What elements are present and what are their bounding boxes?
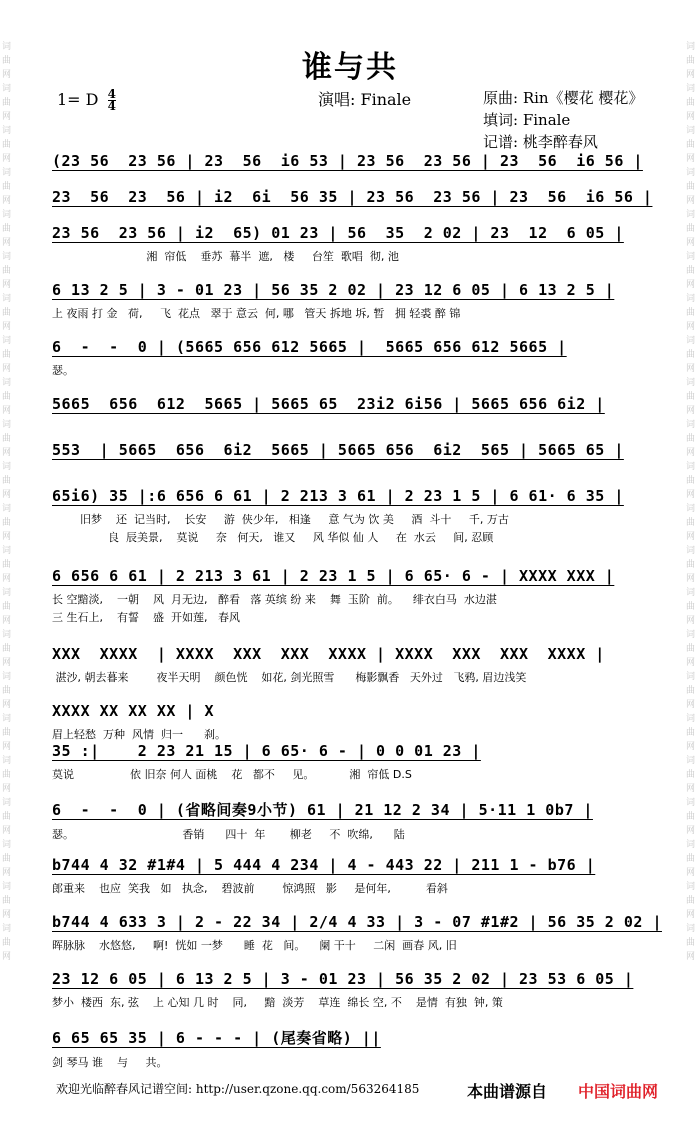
notation: 65i6) 35 |:6 656 6 61 | 2 213 3 61 | 2 23 1 5 | 6 61· 6 35 |: [52, 487, 624, 505]
score-row: [52, 224, 648, 281]
notation: b744 4 633 3 | 2 - 22 34 | 2/4 4 33 | 3 - 07 #1#2 | 56 35 2 02 |: [52, 913, 662, 931]
notation: b744 4 32 #1#4 | 5 444 4 234 | 4 - 443 22 | 211 1 - b76 |: [52, 856, 596, 874]
key-label: 1= D: [57, 90, 99, 109]
score-row: [52, 487, 648, 567]
watermark-right: 词曲网词曲网词曲网词曲网词曲网词曲网词曲网词曲网词曲网词曲网词曲网词曲网词曲网词曲网词曲网词曲网词曲网词曲网词曲网词曲网词曲网词曲网: [686, 42, 696, 962]
notation: 35 :| 2 23 21 15 | 6 65· 6 - | 0 0 01 23 |: [52, 742, 481, 760]
notation: 23 12 6 05 | 6 13 2 5 | 3 - 01 23 | 56 35 2 02 | 23 53 6 05 |: [52, 970, 634, 988]
notation: 23 56 23 56 | i2 65) 01 23 | 56 35 2 02 | 23 12 6 05 |: [52, 224, 624, 242]
score-row: [52, 742, 648, 799]
lyric: 瑟。: [52, 364, 74, 377]
score-row: [52, 395, 648, 441]
lyric: 瑟。 香销 四十 年 柳老 不 吹绵, 陆: [52, 828, 405, 841]
lyricist: 填词: Finale: [483, 111, 571, 129]
meter-top: 4: [107, 87, 116, 101]
lyric: 郎重来 也应 笑我 如 执念, 碧波前 惊鸿照 影 是何年, 看斜: [52, 882, 448, 895]
notation: 6 13 2 5 | 3 - 01 23 | 56 35 2 02 | 23 12 6 05 | 6 13 2 5 |: [52, 281, 615, 299]
score-row: [52, 645, 648, 702]
score-row: [52, 152, 648, 188]
notation: (23 56 23 56 | 23 56 i6 53 | 23 56 23 56 | 23 56 i6 56 |: [52, 152, 643, 170]
score: [52, 152, 662, 1084]
notation: 6 - - 0 | (省略间奏9小节) 61 | 21 12 2 34 | 5·11 1 0b7 |: [52, 801, 593, 819]
notation: 553 | 5665 656 6i2 5665 | 5665 656 6i2 565 | 5665 65 |: [52, 441, 624, 459]
source-label: 本曲谱源自: [467, 1082, 548, 1101]
score-row: [52, 1027, 648, 1084]
meter-bottom: 4: [107, 99, 116, 113]
credits: [483, 87, 643, 153]
notation: 6 656 6 61 | 2 213 3 61 | 2 23 1 5 | 6 65· 6 - | XXXX XXX |: [52, 567, 615, 585]
footer-link-text: 欢迎光临醉春风记谱空间: http://user.qzone.qq.com/563264185: [56, 1082, 420, 1096]
key-signature: [57, 89, 116, 112]
score-row: [52, 188, 653, 224]
song-title: 谁与共: [302, 50, 398, 85]
lyric: 晖脉脉 水悠悠, 啊! 恍如 一梦 睡 花 间。 阑 干十 二闲 画春 风, 旧: [52, 939, 457, 952]
notation: 5665 656 612 5665 | 5665 65 23i2 6i56 | 5665 656 6i2 |: [52, 395, 605, 413]
lyric: 梦小 楼西 东, 弦 上 心知 几 时 同, 黯 淡芳 草连 绵长 空, 不 是情 有独 钟, 策: [52, 996, 503, 1009]
watermark-left: 词曲网词曲网词曲网词曲网词曲网词曲网词曲网词曲网词曲网词曲网词曲网词曲网词曲网词曲网词曲网词曲网词曲网词曲网词曲网词曲网词曲网词曲网: [2, 42, 12, 962]
score-row: [52, 281, 648, 338]
notation: 6 - - 0 | (5665 656 612 5665 | 5665 656 612 5665 |: [52, 338, 567, 356]
lyric-second-verse: 良 辰美景, 莫说 奈 何天, 谁又 风 华似 仙 人 在 水云 间, 忍顾: [52, 531, 494, 544]
lyric: 上 夜雨 打 金 荷, 飞 花点 翠于 意云 何, 哪 管天 拆地 坼, 暂 拥 轻裘 醉 锦: [52, 307, 461, 320]
score-row: [52, 970, 648, 1027]
site-logo-text[interactable]: 中国词曲网: [578, 1082, 659, 1101]
lyric-second-verse: 三 生石上, 有誓 盛 开如莲, 春风: [52, 611, 240, 624]
score-row: [52, 913, 662, 970]
notation: XXXX XX XX XX | X: [52, 702, 215, 720]
lyric: 眉上轻愁 万种 风情 归一 刹。: [52, 728, 226, 741]
score-row: [52, 702, 648, 742]
lyric: 湘 帘低 垂苏 幕半 遮, 楼 台笙 歌唱 彻, 池: [52, 250, 399, 263]
notation: 6 65 65 35 | 6 - - - | (尾奏省略) ||: [52, 1029, 381, 1047]
score-row: [52, 567, 648, 645]
lyric: 旧梦 还 记当时, 长安 游 侠少年, 相逢 意 气为 饮 美 酒 斗十 千, 万古: [52, 513, 509, 526]
score-row: [52, 799, 648, 856]
lyric: 莫说 依 旧奈 何人 面桃 花 都不 见。 湘 帘低 D.S: [52, 768, 412, 781]
lyric: 剑 琴马 谁 与 共。: [52, 1056, 168, 1069]
score-row: [52, 441, 648, 487]
lyric: 湛沙, 朝去暮来 夜半天明 颜色恍 如花, 剑光照雪 梅影飘香 天外过 飞鸦, 眉边浅笑: [52, 671, 527, 684]
singer: 演唱: Finale: [318, 90, 412, 109]
score-row: [52, 856, 648, 913]
notation: XXX XXXX | XXXX XXX XXX XXXX | XXXX XXX XXX XXXX |: [52, 645, 605, 663]
time-signature: [108, 89, 116, 112]
original-song: 原曲: Rin《樱花 樱花》: [483, 89, 644, 107]
lyric: 长 空黯淡, 一朝 风 月无边, 醉看 落 英缤 纷 来 舞 玉阶 前。 绯衣白马 水边湛: [52, 593, 497, 606]
transcriber: 记谱: 桃李醉春风: [483, 133, 598, 151]
score-row: [52, 338, 648, 395]
notation: 23 56 23 56 | i2 6i 56 35 | 23 56 23 56 | 23 56 i6 56 |: [52, 188, 653, 206]
